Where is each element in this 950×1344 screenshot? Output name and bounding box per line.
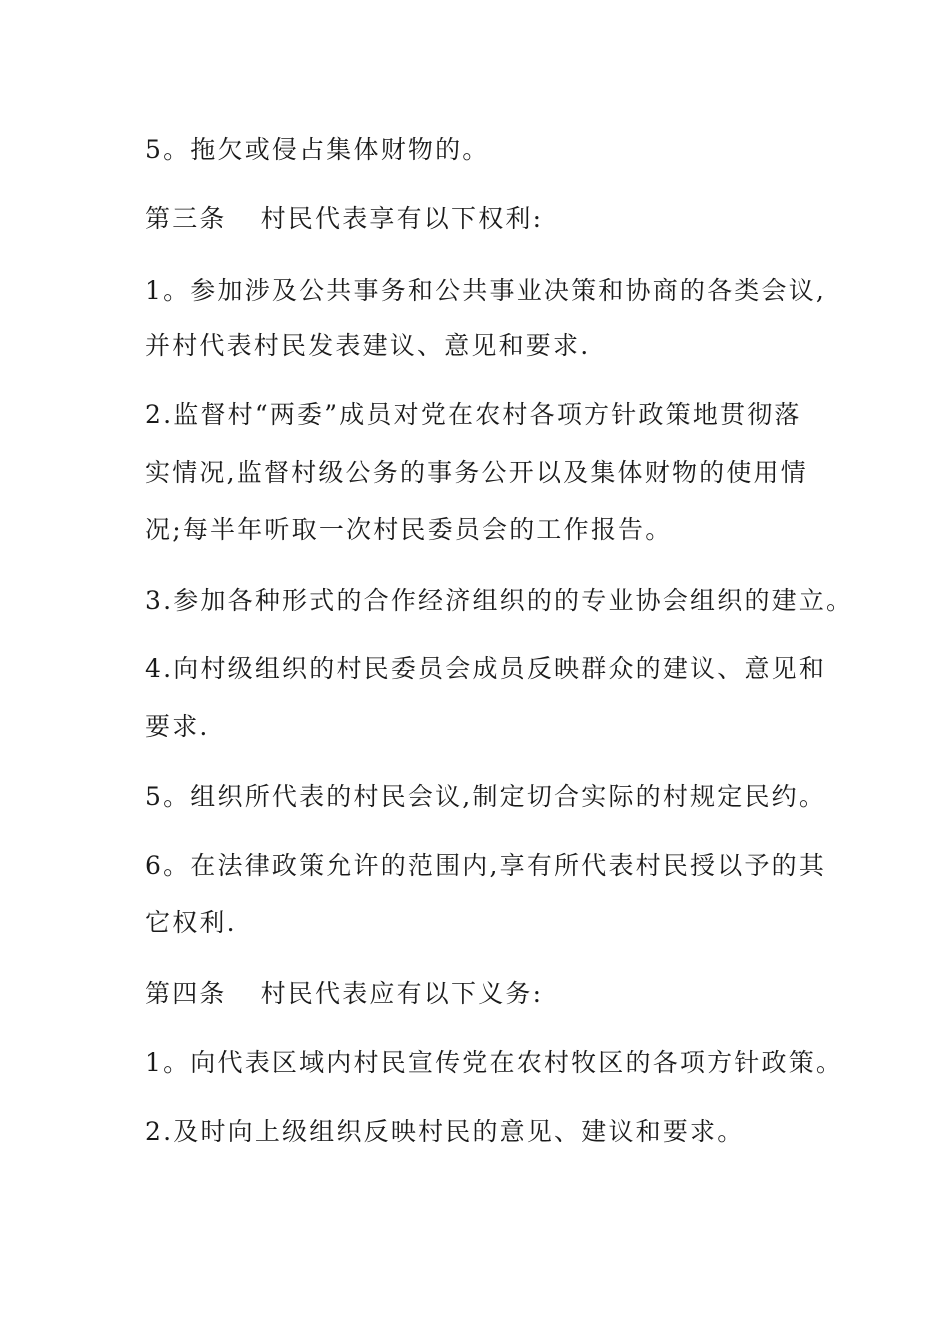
text-line-right-1a: 1。参加涉及公共事务和公共事业决策和协商的各类会议, [145,276,827,305]
text-line-right-4b: 要求. [145,712,210,741]
text-line-item-5-arrears: 5。拖欠或侵占集体财物的。 [145,135,490,164]
text-line-duty-1: 1。向代表区域内村民宣传党在农村牧区的各项方针政策。 [145,1048,844,1077]
article-3-number: 第三条 [145,204,227,233]
article-3-title: 村民代表享有以下权利: [260,204,544,233]
text-line-duty-2: 2.及时向上级组织反映村民的意见、建议和要求。 [145,1117,745,1146]
article-4-number: 第四条 [145,979,227,1008]
article-4-heading [145,978,825,1010]
text-line-right-2b: 实情况,监督村级公务的事务公开以及集体财物的使用情 [145,458,808,487]
text-line-right-2a: 2.监督村“两委”成员对党在农村各项方针政策地贯彻落 [145,400,802,429]
article-4-title: 村民代表应有以下义务: [260,979,544,1008]
text-line-right-2c: 况;每半年听取一次村民委员会的工作报告。 [145,515,673,544]
text-line-right-1b: 并村代表村民发表建议、意见和要求. [145,331,591,360]
text-line-right-5: 5。组织所代表的村民会议,制定切合实际的村规定民约。 [145,782,827,811]
text-line-right-4a: 4.向村级组织的村民委员会成员反映群众的建议、意见和 [145,654,827,683]
text-line-right-6b: 它权利. [145,908,237,937]
article-3-heading [145,203,825,235]
text-line-right-6a: 6。在法律政策允许的范围内,享有所代表村民授以予的其 [145,851,827,880]
text-line-right-3: 3.参加各种形式的合作经济组织的的专业协会组织的建立。 [145,586,854,615]
